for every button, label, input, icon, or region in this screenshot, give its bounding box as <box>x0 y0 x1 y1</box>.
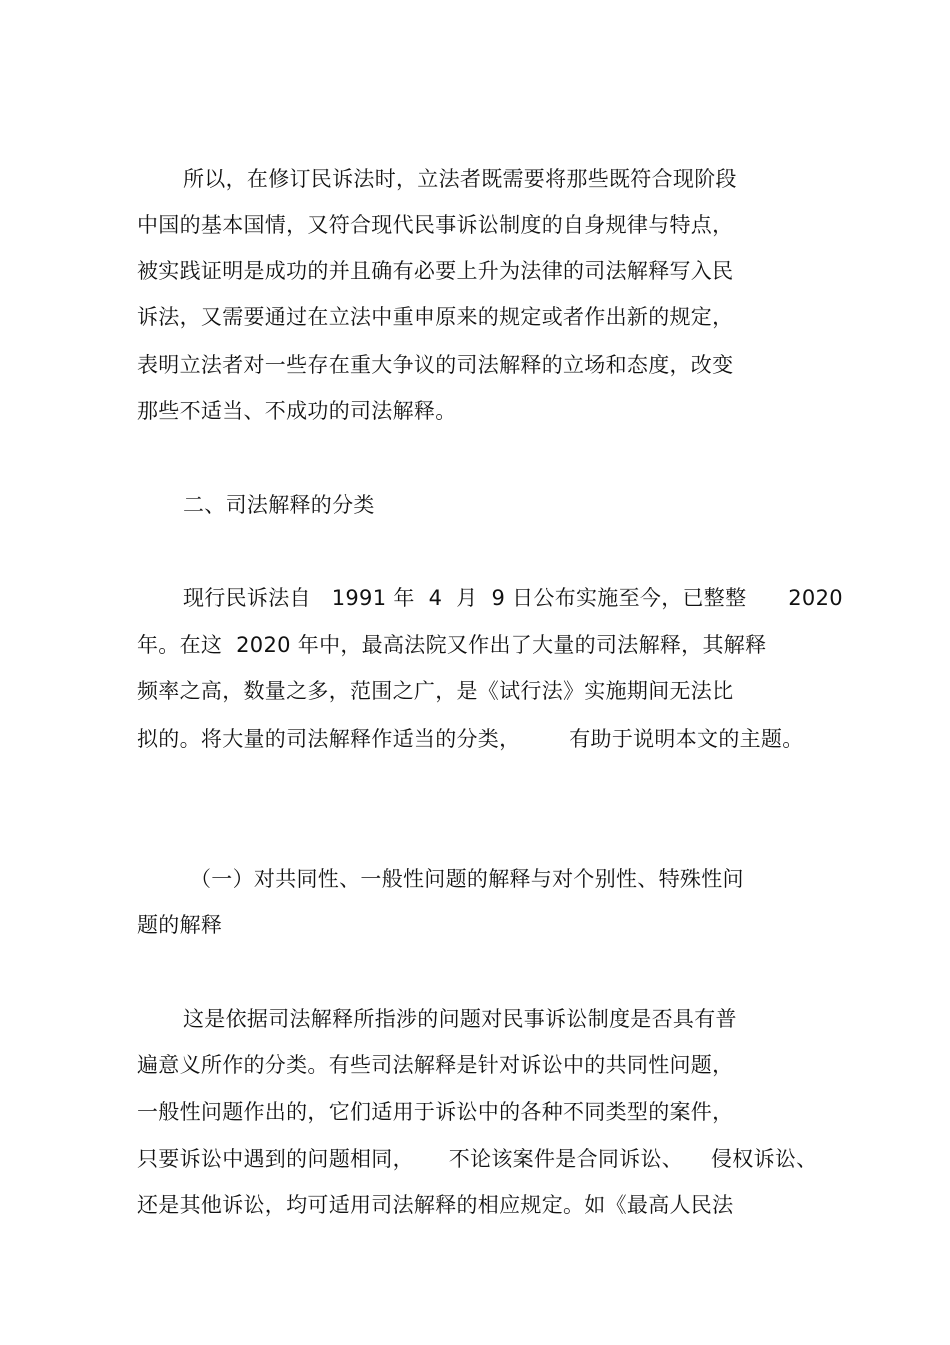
paragraph-2-line-2: 年。在这 2020 年中，最高法院又作出了大量的司法解释，其解释 <box>137 633 767 657</box>
paragraph-2-line-4: 拟的。将大量的司法解释作适当的分类， 有助于说明本文的主题。 <box>137 727 804 751</box>
paragraph-1-line-1: 所以，在修订民诉法时，立法者既需要将那些既符合现阶段 <box>183 167 737 191</box>
paragraph-3-line-3: 一般性问题作出的，它们适用于诉讼中的各种不同类型的案件， <box>137 1100 734 1124</box>
paragraph-1-line-6: 那些不适当、不成功的司法解释。 <box>137 399 457 423</box>
section-heading: 二、司法解释的分类 <box>183 493 375 517</box>
paragraph-3-line-1: 这是依据司法解释所指涉的问题对民事诉讼制度是否具有普 <box>183 1007 737 1031</box>
paragraph-1-line-3: 被实践证明是成功的并且确有必要上升为法律的司法解释写入民 <box>137 259 734 283</box>
subsection-heading-line-1: （一）对共同性、一般性问题的解释与对个别性、特殊性问 <box>190 867 744 891</box>
paragraph-3-line-4: 只要诉讼中遇到的问题相同， 不论该案件是合同诉讼、 侵权诉讼、 <box>137 1147 818 1171</box>
paragraph-1-line-2: 中国的基本国情，又符合现代民事诉讼制度的自身规律与特点， <box>137 213 734 237</box>
subsection-heading-line-2: 题的解释 <box>137 913 223 937</box>
paragraph-3-line-2: 遍意义所作的分类。有些司法解释是针对诉讼中的共同性问题， <box>137 1053 734 1077</box>
paragraph-3-line-5: 还是其他诉讼，均可适用司法解释的相应规定。如《最高人民法 <box>137 1193 734 1217</box>
paragraph-2-line-1: 现行民诉法自 1991 年 4 月 9 日公布实施至今，已整整 2020 <box>183 586 843 610</box>
paragraph-1-line-5: 表明立法者对一些存在重大争议的司法解释的立场和态度，改变 <box>137 353 734 377</box>
paragraph-2-line-3: 频率之高，数量之多，范围之广，是《试行法》实施期间无法比 <box>137 679 734 703</box>
paragraph-1-line-4: 诉法，又需要通过在立法中重申原来的规定或者作出新的规定， <box>137 305 734 329</box>
